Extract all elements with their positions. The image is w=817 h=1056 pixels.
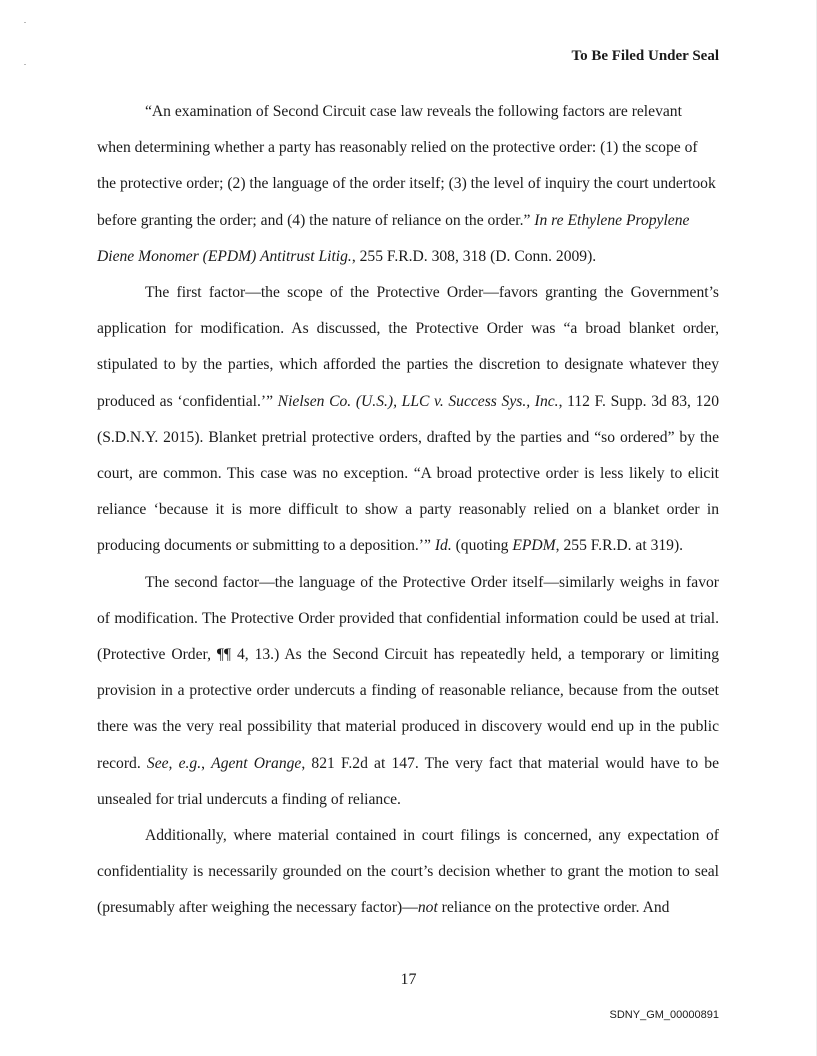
signal-citation: See, e.g. [146,754,202,772]
case-citation: Nielsen Co. (U.S.), LLC v. Success Sys., Inc. [277,392,559,410]
text-segment: The first factor—the scope of the Protective Order—favors granting the Government’s application for modification. As discussed, the Protective Order was “a broad blanket order, stipulated to by the parties, which afforded the parties the discretion to designate whatever they produced as ‘confidential.’” [97,284,719,410]
text-segment: “An examination of Second Circuit case law reveals the following factors are relevant when determining whether a party has reasonably relied on the protective order: (1) the scope of the protective order; (2) the language of the order itself; (3) the level of inquiry the court undertook before granting the order; and (4) the nature of reliance on the order.” [97,103,716,229]
seal-notice-header: To Be Filed Under Seal [571,48,719,64]
text-segment: reliance on the protective order. And [437,899,670,917]
text-segment: (quoting [451,537,513,555]
page-number: 17 [400,971,417,988]
case-citation: EPDM [512,537,556,555]
bates-number: SDNY_GM_00000891 [609,1009,719,1021]
case-citation: In re Ethylene Propylene Diene Monomer (EPDM) Antitrust Litig. [97,211,690,265]
text-segment: , 255 F.R.D. at 319). [555,537,684,555]
paragraph-first-factor [97,275,719,565]
paragraph-factors [97,94,719,275]
text-segment: , 821 F.2d at 147. The very fact that material would have to be unsealed for trial undercuts a finding of reliance. [97,754,719,808]
case-citation: Agent Orange [211,754,302,772]
text-segment: , [201,754,212,772]
text-segment: Additionally, where material contained in court filings is concerned, any expectation of confidentiality is necessarily grounded on the court’s decision whether to grant the motion to seal (presumably after weighing the necessary factor)— [97,827,719,917]
paragraph-additionally [97,818,719,927]
text-segment: , 112 F. Supp. 3d 83, 120 (S.D.N.Y. 2015). Blanket pretrial protective orders, drafted by the parties and “so ordered” by the court, are common. This case was no exception. “A broad protective order is less likely to elicit reliance ‘because it is more difficult to show a party reasonably relied on a blanket order in producing documents or submitting to a deposition.’” [97,392,719,555]
document-body [97,94,719,927]
paragraph-second-factor [97,565,719,818]
scan-mark [24,64,26,65]
case-citation: Id. [434,537,452,555]
text-segment: , 255 F.R.D. 308, 318 (D. Conn. 2009). [351,247,597,265]
text-segment: The second factor—the language of the Protective Order itself—similarly weighs in favor of modification. The Protective Order provided that confidential information could be used at trial. (Protective Order, ¶¶ 4, 13.) As the Second Circuit has repeatedly held, a temporary or limiting provision in a protective order undercuts a finding of reasonable reliance, because from the outset there was the very real possibility that material produced in discovery would end up in the public record. [97,573,719,772]
scan-mark [24,22,26,23]
emphasis-text: not [417,899,438,917]
